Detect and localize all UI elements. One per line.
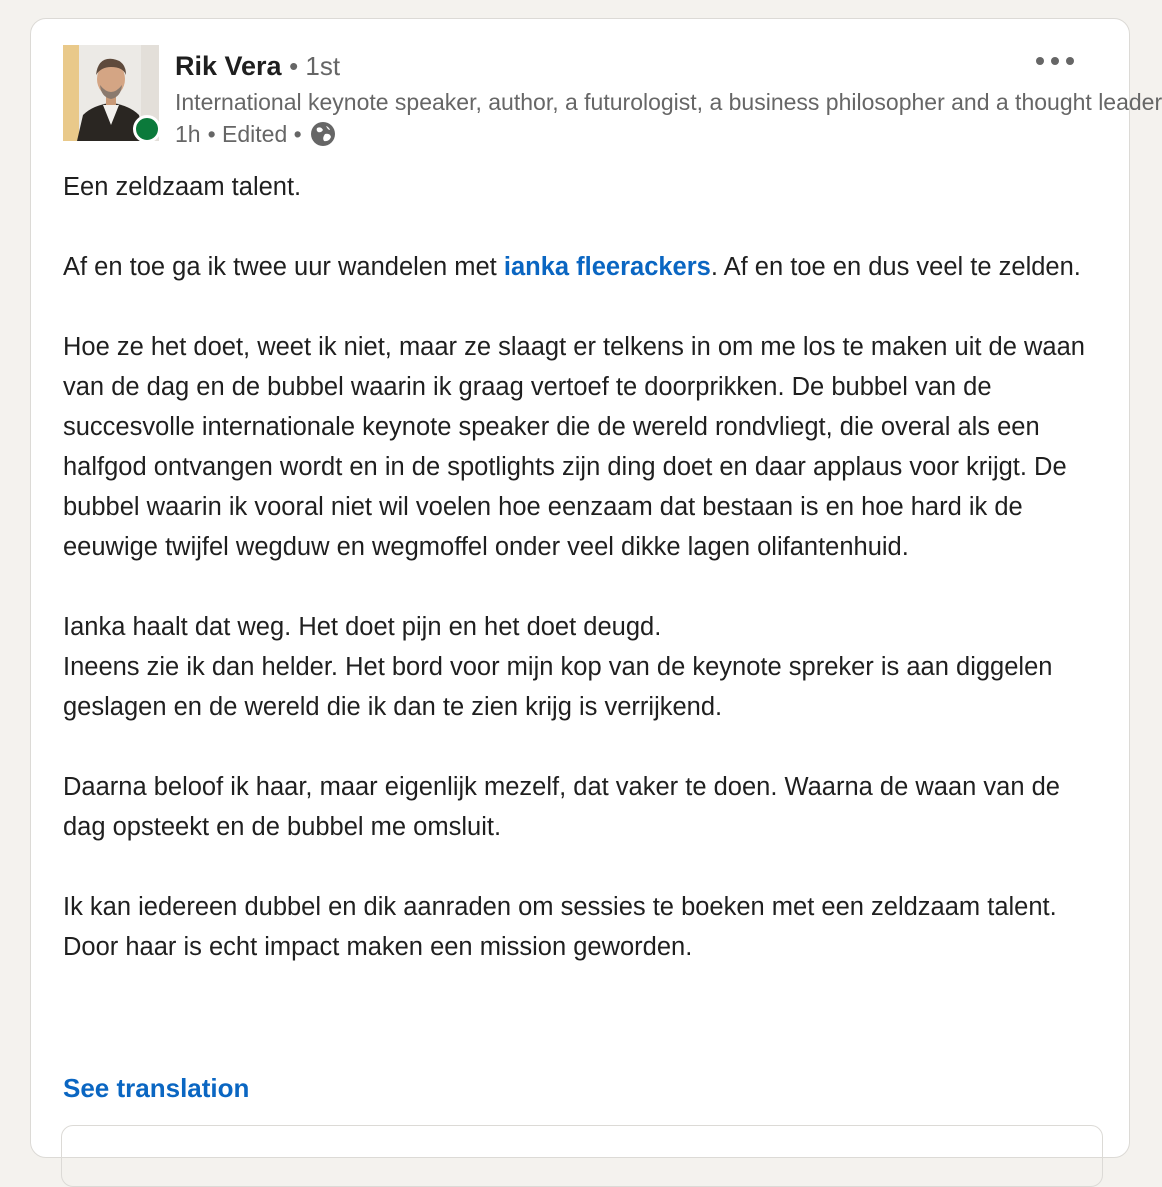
- post-text: [63, 167, 1108, 1007]
- online-status-indicator: [133, 115, 161, 143]
- post-meta: [175, 119, 336, 149]
- post-paragraph: Daarna beloof ik haar, maar eigenlijk mezelf, dat vaker te doen. Waarna de waan van de dag opsteekt en de bubbel me omsluit.: [63, 773, 1060, 841]
- post-text-span: Ianka haalt dat weg. Het doet pijn en het doet deugd.: [63, 613, 662, 641]
- edited-label: • Edited •: [207, 121, 302, 147]
- author-headline: International keynote speaker, author, a futurologist, a business philosopher and a thought leader: [175, 89, 1162, 115]
- post-paragraph: [63, 607, 1108, 727]
- post-text-span: Ineens zie ik dan helder. Het bord voor mijn kop van de keynote spreker is aan diggelen geslagen en de wereld die ik dan te zien krijg is verrijkend.: [63, 653, 1053, 721]
- connection-degree: • 1st: [289, 51, 341, 81]
- post-text-span: Af en toe ga ik twee uur wandelen met: [63, 253, 504, 281]
- post-paragraph: Een zeldzaam talent.: [63, 173, 302, 201]
- more-horizontal-icon: [1035, 56, 1075, 66]
- post-paragraph: Hoe ze het doet, weet ik niet, maar ze slaagt er telkens in om me los te maken uit de waan van de dag en de bubbel waarin ik graag vertoef te doorprikken. De bubbel van de succesvolle internationale keynote speaker die de wereld rondvliegt, die overal als een halfgod ontvangen wordt en in de spotlights zijn ding doet en daar applaus voor krijgt. De bubbel waarin ik vooral niet wil voelen hoe eenzaam dat bestaan is en hoe hard ik de eeuwige twijfel wegduw en wegmoffel onder veel dikke lagen olifantenhuid.: [63, 333, 1085, 561]
- author-row: [175, 49, 340, 83]
- mention-link[interactable]: ianka fleerackers: [503, 253, 711, 281]
- post-paragraph: Ik kan iedereen dubbel en dik aanraden om sessies te boeken met een zeldzaam talent. Door haar is echt impact maken een mission geworden.: [63, 893, 1057, 961]
- post-text-span: . Af en toe en dus veel te zelden.: [710, 253, 1081, 281]
- more-options-button[interactable]: [1027, 45, 1083, 77]
- post-card: [30, 18, 1162, 1158]
- author-name[interactable]: Rik Vera: [175, 51, 282, 81]
- embedded-content-box: [61, 1125, 1103, 1187]
- globe-icon: [310, 121, 336, 147]
- post-paragraph: [63, 247, 1108, 287]
- see-translation-button[interactable]: See translation: [63, 1073, 250, 1103]
- post-time: 1h: [175, 121, 201, 147]
